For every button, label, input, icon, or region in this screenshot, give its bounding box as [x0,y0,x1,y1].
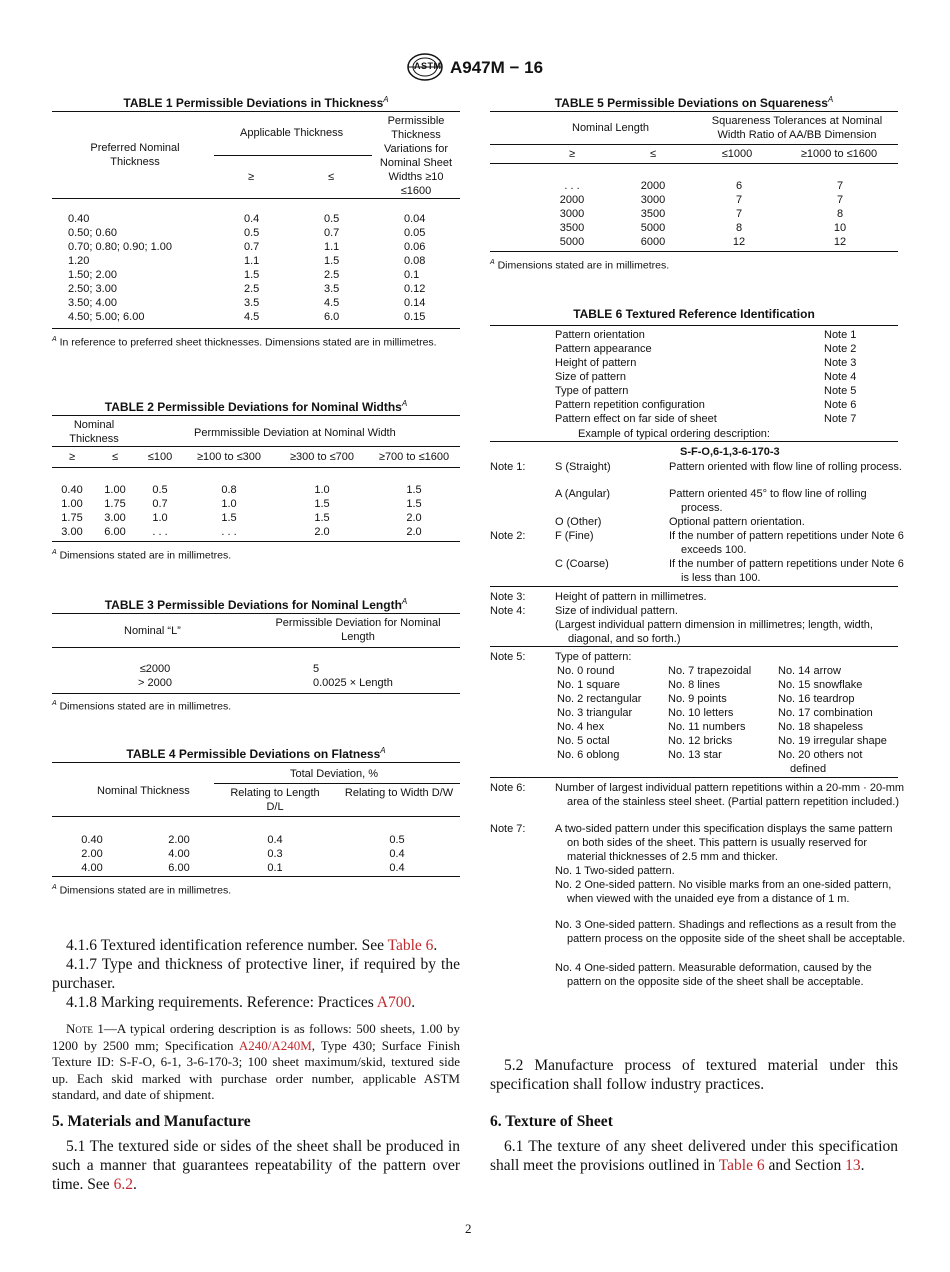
table6-pattern-type: No. 19 irregular shape [778,735,887,747]
table4-cell: 4.00 [81,862,103,874]
table6-pattern-type: No. 17 combination [778,707,873,719]
table1-cell-variation: 0.06 [404,241,426,253]
table4-title: TABLE 4 Permissible Deviations on Flatness$^A$ [126,746,386,761]
table5-col-tolerance: Squareness Tolerances at Nominal Width Ratio of AA/BB Dimension [711,115,883,141]
table5-footnote: $^A$ Dimensions stated are in millimetres. [490,259,670,272]
table5-subheader-cell: ≤ [649,148,657,160]
table5-subheader-cell: ≥1000 to ≤1600 [800,148,878,160]
table5-cell: 7 [836,194,844,206]
table6-rule-1 [490,441,898,442]
table6-item-label: Pattern appearance [555,343,652,355]
table6-item-label: Pattern repetition configuration [555,399,705,411]
table6-note7-item: No. 4 One-sided pattern. Measurable deformation, caused by the pattern on the opposite side of the sheet shall be acceptable. [555,962,872,988]
para-4-1-8: 4.1.8 Marking requirements. Reference: Practices A700. [66,994,416,1011]
table5-cell: 3000 [559,208,585,220]
table6-item-label: Type of pattern [555,385,629,397]
table5-cell: 5000 [559,236,585,248]
table1-cell-le: 3.5 [324,283,340,295]
table1-cell-variation: 0.14 [404,297,426,309]
table1-cell-variation: 0.15 [404,311,426,323]
link-a700[interactable]: A700 [376,994,412,1011]
table2-col-deviation: Permmissible Deviation at Nominal Width [194,427,396,439]
table1-cell-le: 0.5 [324,213,340,225]
table1-bottom-rule [52,328,460,329]
table6-pattern-type: No. 7 trapezoidal [668,665,752,677]
table6-title: TABLE 6 Textured Reference Identification [573,307,815,321]
table6-pattern-type: No. 14 arrow [778,665,841,677]
table4-col-total: Total Deviation, % [290,768,379,780]
page-number: 2 [465,1221,472,1236]
table5-cell: 2000 [640,180,666,192]
table6-item-label: Size of pattern [555,371,626,383]
table6-pattern-type: No. 2 rectangular [557,693,642,705]
table6-pattern-type: No. 16 teardrop [778,693,855,705]
table6-pattern-type: No. 3 triangular [557,707,633,719]
table5-col-nominal: Nominal Length [572,122,650,134]
table1-cell-ge: 1.5 [244,269,260,281]
table6-pattern-type: No. 10 letters [668,707,734,719]
table6-item-note: Note 5 [824,385,857,397]
table5-cell: 6000 [640,236,666,248]
table2-cell: 2.0 [406,512,422,524]
table1-col-le: ≤ [328,171,335,183]
table6-pattern-type: No. 11 numbers [668,721,746,733]
para-4-1-7: 4.1.7 Type and thickness of protective liner, if required by the purchaser. [52,956,460,992]
table6-note1-label: Note 1: [490,461,526,473]
para-6-1: 6.1 The texture of any sheet delivered under this specification shall meet the provisions outlined in Table 6 and Section 13. [490,1138,898,1174]
table1-col-permissible: Permissible Thickness Variations for Nominal Sheet Widths ≥10 ≤1600 [379,115,453,197]
table2-col-nominal: Nominal Thickness [69,419,119,445]
table1-cell-variation: 0.08 [404,255,426,267]
table2-cell: 1.5 [406,498,422,510]
para-5-2: 5.2 Manufacture process of textured material under this specification shall follow industry practices. [490,1057,898,1093]
table3-title: TABLE 3 Permissible Deviations for Nominal Length$^A$ [104,597,408,612]
table1-top-rule [52,111,460,112]
table6-note1-code: S (Straight) [555,461,611,473]
table2-cell: 2.0 [406,526,422,538]
table4-cell: 2.00 [168,834,190,846]
table3-cell-nominal: > 2000 [138,677,172,689]
note-1: Note 1—A typical ordering description is as follows: 500 sheets, 1.00 by 1200 by 2500 mm; Specification A240/A240M, Type 430; Surface Finish Texture ID: S-F-O, 6-1, 3-6-170-3; 100 sheet maximum/skid, textured side up. Each skid marked with purchase order number, applicable ASTM standard, and date of shipment. [52,1021,460,1102]
table2-cell: 0.8 [221,484,237,496]
table6-note6: Number of largest individual pattern repetitions within a 20-mm · 20-mm area of the stainless steel sheet. (Partial pattern repetition included.) [555,782,905,808]
table1-head-rule [52,198,460,199]
table5-cell: 7 [735,208,743,220]
table4-cell: 0.4 [389,848,405,860]
table2-cell: 1.00 [61,498,83,510]
table6-note5-intro: Type of pattern: [555,651,632,663]
table4-top-rule [52,762,460,763]
table2-cell: 0.40 [61,484,83,496]
table2-footnote: $^A$ Dimensions stated are in millimetres. [52,549,232,562]
table3-bottom-rule [52,693,460,694]
table3-cell-deviation: 5 [313,663,320,675]
table1-cell-variation: 0.12 [404,283,426,295]
table2-bottom-rule [52,541,460,542]
table3-col-nominal: Nominal “L” [124,625,181,637]
table6-pattern-type: No. 12 bricks [668,735,733,747]
table2-cell: 6.00 [104,526,126,538]
table4-cell: 4.00 [168,848,190,860]
table6-item-label: Pattern orientation [555,329,645,341]
table6-item-note: Note 6 [824,399,857,411]
table6-note4-detail: (Largest individual pattern dimension in millimetres; length, width, diagonal, and so forth.) [555,619,873,645]
table6-rule-2 [490,586,898,587]
table4-footnote: $^A$ Dimensions stated are in millimetres. [52,884,232,897]
table4-cell: 0.4 [267,834,283,846]
table1-cell-nominal: 1.50; 2.00 [68,269,117,281]
table6-pattern-type: No. 18 shapeless [778,721,863,733]
table1-cell-nominal: 0.70; 0.80; 0.90; 1.00 [68,241,172,253]
table5-cell: 10 [833,222,847,234]
table5-cell: 6 [735,180,743,192]
table1-cell-ge: 2.5 [244,283,260,295]
table2-cell: 3.00 [104,512,126,524]
table1-cell-le: 1.5 [324,255,340,267]
table5-cell: 7 [836,180,844,192]
table2-cell: 1.5 [221,512,237,524]
table6-note1-desc: Pattern oriented 45° to flow line of rolling process. [669,488,867,514]
table6-note1-desc: Pattern oriented with flow line of rolling process. [669,461,902,473]
table5-cell: 7 [735,194,743,206]
table5-cell: 8 [735,222,743,234]
table5-cell: 3500 [559,222,585,234]
table6-pattern-type: No. 0 round [557,665,615,677]
section-6-heading: 6. Texture of Sheet [490,1113,613,1130]
table1-cell-nominal: 0.50; 0.60 [68,227,117,239]
table3-cell-deviation: 0.0025 × Length [313,677,393,689]
table5-cell: 2000 [559,194,585,206]
table2-cell: 1.5 [406,484,422,496]
table1-cell-nominal: 2.50; 3.00 [68,283,117,295]
table4-col-nominal: Nominal Thickness [97,785,190,797]
table1-cell-nominal: 3.50; 4.00 [68,297,117,309]
astm-logo [406,52,444,82]
table6-pattern-type: No. 9 points [668,693,727,705]
table6-note7-item: No. 1 Two-sided pattern. [555,865,675,877]
table6-note5-label: Note 5: [490,651,526,663]
link-section-13[interactable]: 13 [845,1157,861,1174]
table6-note6-label: Note 6: [490,782,526,794]
table1-cell-variation: 0.04 [404,213,426,225]
table2-subheader-cell: ≤ [111,451,119,463]
table6-item-label: Pattern effect on far side of sheet [555,413,717,425]
table4-cell: 0.4 [389,862,405,874]
table6-pattern-type: No. 6 oblong [557,749,620,761]
table1-cell-le: 0.7 [324,227,340,239]
table2-cell: 1.5 [314,498,330,510]
table1-cell-nominal: 1.20 [68,255,90,267]
table2-subheader-cell: ≥700 to ≤1600 [378,451,450,463]
table1-cell-variation: 0.05 [404,227,426,239]
table3-head-rule [52,647,460,648]
table6-rule-4 [490,777,898,778]
table6-item-note: Note 1 [824,329,857,341]
table6-note3-label: Note 3: [490,591,526,603]
table6-note3: Height of pattern in millimetres. [555,591,707,603]
table4-cell: 0.1 [267,862,283,874]
table6-item-note: Note 3 [824,357,857,369]
table2-cell: . . . [221,526,237,538]
table1-title: TABLE 1 Permissible Deviations in Thickness$^A$ [123,95,389,110]
table4-bottom-rule [52,876,460,877]
section-5-heading: 5. Materials and Manufacture [52,1113,251,1130]
table2-cell: 0.7 [152,498,168,510]
table6-top-rule [490,325,898,326]
link-table-6-b[interactable]: Table 6 [718,1157,765,1174]
table3-top-rule [52,613,460,614]
table6-pattern-type: No. 4 hex [557,721,605,733]
table2-subheader-cell: ≤100 [147,451,173,463]
logo-text: ASTM [414,61,442,71]
table2-cell: 3.00 [61,526,83,538]
table5-title: TABLE 5 Permissible Deviations on Squareness$^A$ [554,95,834,110]
table2-cell: 2.0 [314,526,330,538]
table4-mid-rule [214,783,460,784]
table5-cell: 12 [732,236,746,248]
table1-cell-le: 2.5 [324,269,340,281]
table6-pattern-type: No. 5 octal [557,735,610,747]
table2-cell: 1.0 [221,498,237,510]
table2-cell: 1.0 [314,484,330,496]
table1-cell-ge: 0.5 [244,227,260,239]
table6-note4-label: Note 4: [490,605,526,617]
table5-bottom-rule [490,251,898,252]
table6-note1-desc: Optional pattern orientation. [669,516,805,528]
table5-cell: 3000 [640,194,666,206]
table3-col-deviation: Permissible Deviation for Nominal Length [275,617,441,643]
table6-note1-code: O (Other) [555,516,602,528]
table5-cell: 3500 [640,208,666,220]
table6-note4: Size of individual pattern. [555,605,678,617]
table6-note7-item: No. 2 One-sided pattern. No visible marks from an one-sided pattern, when viewed with the unaided eye from a distance of 1 m. [555,879,892,905]
table6-note1-code: A (Angular) [555,488,611,500]
table1-col-preferred: Preferred Nominal Thickness [90,142,180,168]
table5-head-rule [490,163,898,164]
table1-cell-ge: 3.5 [244,297,260,309]
table1-col-ge: ≥ [248,171,255,183]
table6-rule-3 [490,646,898,647]
table6-note7-label: Note 7: [490,823,526,835]
table6-pattern-type: No. 1 square [557,679,620,691]
table5-cell: 8 [836,208,844,220]
table2-cell: 1.75 [104,498,126,510]
table1-cell-le: 1.1 [324,241,340,253]
table1-cell-ge: 4.5 [244,311,260,323]
table3-footnote: $^A$ Dimensions stated are in millimetres. [52,700,232,713]
table5-cell: 12 [833,236,847,248]
table1-cell-ge: 0.4 [244,213,260,225]
table6-note2-desc: If the number of pattern repetitions under Note 6 is less than 100. [669,558,904,584]
table3-cell-nominal: ≤2000 [139,663,171,675]
table4-col-width: Relating to Width D/W [344,787,454,799]
table6-example-code: S-F-O,6-1,3-6-170-3 [680,446,780,458]
table1-footnote: $^A$ In reference to preferred sheet thicknesses. Dimensions stated are in millimetres. [52,336,437,349]
table1-cell-nominal: 0.40 [68,213,90,225]
table1-col-applicable: Applicable Thickness [240,127,344,139]
table2-title: TABLE 2 Permissible Deviations for Nominal Widths$^A$ [104,399,408,414]
table5-cell: . . . [564,180,580,192]
table1-mid-rule [214,155,372,156]
table4-head-rule [52,816,460,817]
table4-col-length: Relating to Length D/L [230,787,320,813]
table2-subheader-cell: ≥ [68,451,76,463]
table4-cell: 2.00 [81,848,103,860]
table2-cell: 1.5 [314,512,330,524]
table6-note2-label: Note 2: [490,530,526,542]
table4-cell: 0.5 [389,834,405,846]
link-6-2[interactable]: 6.2 [113,1176,133,1193]
table4-cell: 6.00 [168,862,190,874]
designation: A947M − 16 [450,58,544,77]
table2-top-rule [52,415,460,416]
table1-cell-nominal: 4.50; 5.00; 6.00 [68,311,145,323]
table2-cell: 0.5 [152,484,168,496]
table2-mid-rule [52,446,460,447]
table6-note7: A two-sided pattern under this specification displays the same pattern on both sides of the sheet. This pattern is usually reserved for material thicknesses of 2.5 mm and thicker. [555,823,893,863]
table1-cell-ge: 1.1 [244,255,260,267]
table6-pattern-type: No. 13 star [668,749,722,761]
table6-item-note: Note 4 [824,371,857,383]
table5-subheader-cell: ≤1000 [721,148,753,160]
para-5-1: 5.1 The textured side or sides of the sheet shall be produced in such a manner that guarantees repeatability of the pattern over time. See 6.2. [52,1138,460,1193]
table4-cell: 0.3 [267,848,283,860]
table5-top-rule [490,111,898,112]
table6-note2-code: F (Fine) [555,530,594,542]
table2-cell: . . . [152,526,168,538]
link-a240[interactable]: A240/A240M [238,1037,312,1053]
table2-head-rule [52,467,460,468]
table5-cell: 5000 [640,222,666,234]
table4-cell: 0.40 [81,834,103,846]
table6-note7-item: No. 3 One-sided pattern. Shadings and reflections as a result from the pattern process on the opposite side of the sheet shall be acceptable. [555,919,906,945]
table6-pattern-type: No. 8 lines [668,679,720,691]
table6-example-label: Example of typical ordering description: [578,428,770,440]
table6-pattern-type: No. 20 others not defined [778,749,863,775]
table1-cell-variation: 0.1 [404,269,420,281]
table5-mid-rule [490,144,898,145]
table6-pattern-type: No. 15 snowflake [778,679,863,691]
table2-cell: 1.75 [61,512,83,524]
table6-item-label: Height of pattern [555,357,637,369]
table1-cell-le: 6.0 [324,311,340,323]
table2-subheader-cell: ≥300 to ≤700 [289,451,355,463]
link-table-6[interactable]: Table 6 [387,937,434,954]
table5-subheader-cell: ≥ [568,148,576,160]
table6-item-note: Note 7 [824,413,857,425]
table2-cell: 1.0 [152,512,168,524]
table6-note2-desc: If the number of pattern repetitions under Note 6 exceeds 100. [669,530,904,556]
table6-item-note: Note 2 [824,343,857,355]
table6-note2-code: C (Coarse) [555,558,609,570]
para-4-1-6: 4.1.6 Textured identification reference number. See Table 6. [66,937,438,954]
table1-cell-le: 4.5 [324,297,340,309]
table1-cell-ge: 0.7 [244,241,260,253]
table2-subheader-cell: ≥100 to ≤300 [196,451,262,463]
table2-cell: 1.00 [104,484,126,496]
